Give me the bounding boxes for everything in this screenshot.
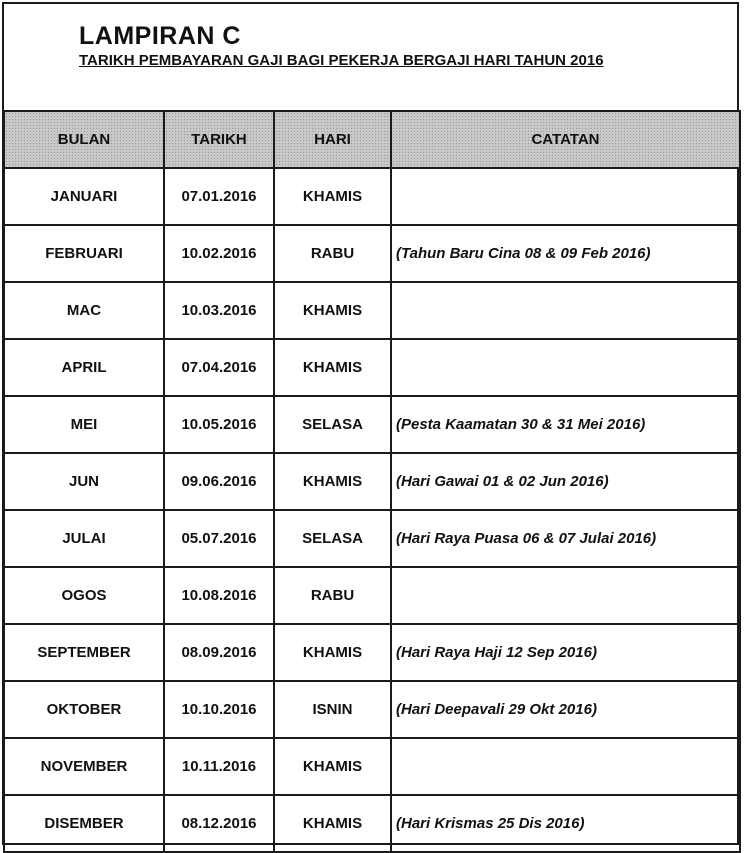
cell-hari: KHAMIS	[274, 168, 391, 225]
cell-tarikh: 08.12.2016	[164, 795, 274, 852]
table-row	[4, 396, 740, 453]
cell-tarikh: 10.03.2016	[164, 282, 274, 339]
cell-bulan: APRIL	[4, 339, 164, 396]
cell-tarikh: 05.07.2016	[164, 510, 274, 567]
page-title: LAMPIRAN C	[79, 22, 241, 50]
table-body	[4, 168, 740, 852]
table-row	[4, 168, 740, 225]
cell-hari: KHAMIS	[274, 339, 391, 396]
cell-hari: ISNIN	[274, 681, 391, 738]
table-row	[4, 225, 740, 282]
cell-bulan: JUN	[4, 453, 164, 510]
cell-hari: KHAMIS	[274, 738, 391, 795]
cell-bulan: OGOS	[4, 567, 164, 624]
salary-schedule-table	[3, 110, 741, 853]
cell-hari: KHAMIS	[274, 624, 391, 681]
cell-hari: SELASA	[274, 510, 391, 567]
cell-hari: SELASA	[274, 396, 391, 453]
cell-tarikh: 10.10.2016	[164, 681, 274, 738]
cell-tarikh: 10.02.2016	[164, 225, 274, 282]
cell-catatan: (Hari Krismas 25 Dis 2016)	[391, 795, 740, 852]
cell-tarikh: 10.08.2016	[164, 567, 274, 624]
table-row	[4, 339, 740, 396]
cell-catatan	[391, 567, 740, 624]
table-header	[4, 111, 740, 168]
cell-bulan: FEBRUARI	[4, 225, 164, 282]
table-row	[4, 510, 740, 567]
cell-bulan: JULAI	[4, 510, 164, 567]
cell-hari: KHAMIS	[274, 453, 391, 510]
cell-catatan: (Hari Raya Haji 12 Sep 2016)	[391, 624, 740, 681]
cell-catatan	[391, 339, 740, 396]
table-row	[4, 624, 740, 681]
page-subtitle: TARIKH PEMBAYARAN GAJI BAGI PEKERJA BERGAJI HARI TAHUN 2016	[79, 52, 604, 69]
cell-catatan	[391, 282, 740, 339]
cell-bulan: OKTOBER	[4, 681, 164, 738]
cell-catatan	[391, 168, 740, 225]
cell-bulan: MEI	[4, 396, 164, 453]
cell-hari: KHAMIS	[274, 282, 391, 339]
cell-tarikh: 07.01.2016	[164, 168, 274, 225]
cell-tarikh: 10.05.2016	[164, 396, 274, 453]
table-row	[4, 738, 740, 795]
cell-bulan: JANUARI	[4, 168, 164, 225]
cell-bulan: NOVEMBER	[4, 738, 164, 795]
cell-catatan	[391, 738, 740, 795]
cell-hari: KHAMIS	[274, 795, 391, 852]
column-header-hari: HARI	[274, 111, 391, 168]
cell-bulan: DISEMBER	[4, 795, 164, 852]
cell-catatan: (Tahun Baru Cina 08 & 09 Feb 2016)	[391, 225, 740, 282]
table-row	[4, 453, 740, 510]
cell-catatan: (Hari Raya Puasa 06 & 07 Julai 2016)	[391, 510, 740, 567]
cell-tarikh: 09.06.2016	[164, 453, 274, 510]
table-row	[4, 681, 740, 738]
column-header-catatan: CATATAN	[391, 111, 740, 168]
table-row	[4, 567, 740, 624]
column-header-bulan: BULAN	[4, 111, 164, 168]
cell-bulan: SEPTEMBER	[4, 624, 164, 681]
cell-tarikh: 10.11.2016	[164, 738, 274, 795]
cell-hari: RABU	[274, 567, 391, 624]
cell-catatan: (Pesta Kaamatan 30 & 31 Mei 2016)	[391, 396, 740, 453]
cell-catatan: (Hari Deepavali 29 Okt 2016)	[391, 681, 740, 738]
column-header-tarikh: TARIKH	[164, 111, 274, 168]
cell-tarikh: 07.04.2016	[164, 339, 274, 396]
table-row	[4, 282, 740, 339]
cell-catatan: (Hari Gawai 01 & 02 Jun 2016)	[391, 453, 740, 510]
header-row	[4, 111, 740, 168]
cell-bulan: MAC	[4, 282, 164, 339]
cell-hari: RABU	[274, 225, 391, 282]
cell-tarikh: 08.09.2016	[164, 624, 274, 681]
table-row	[4, 795, 740, 852]
